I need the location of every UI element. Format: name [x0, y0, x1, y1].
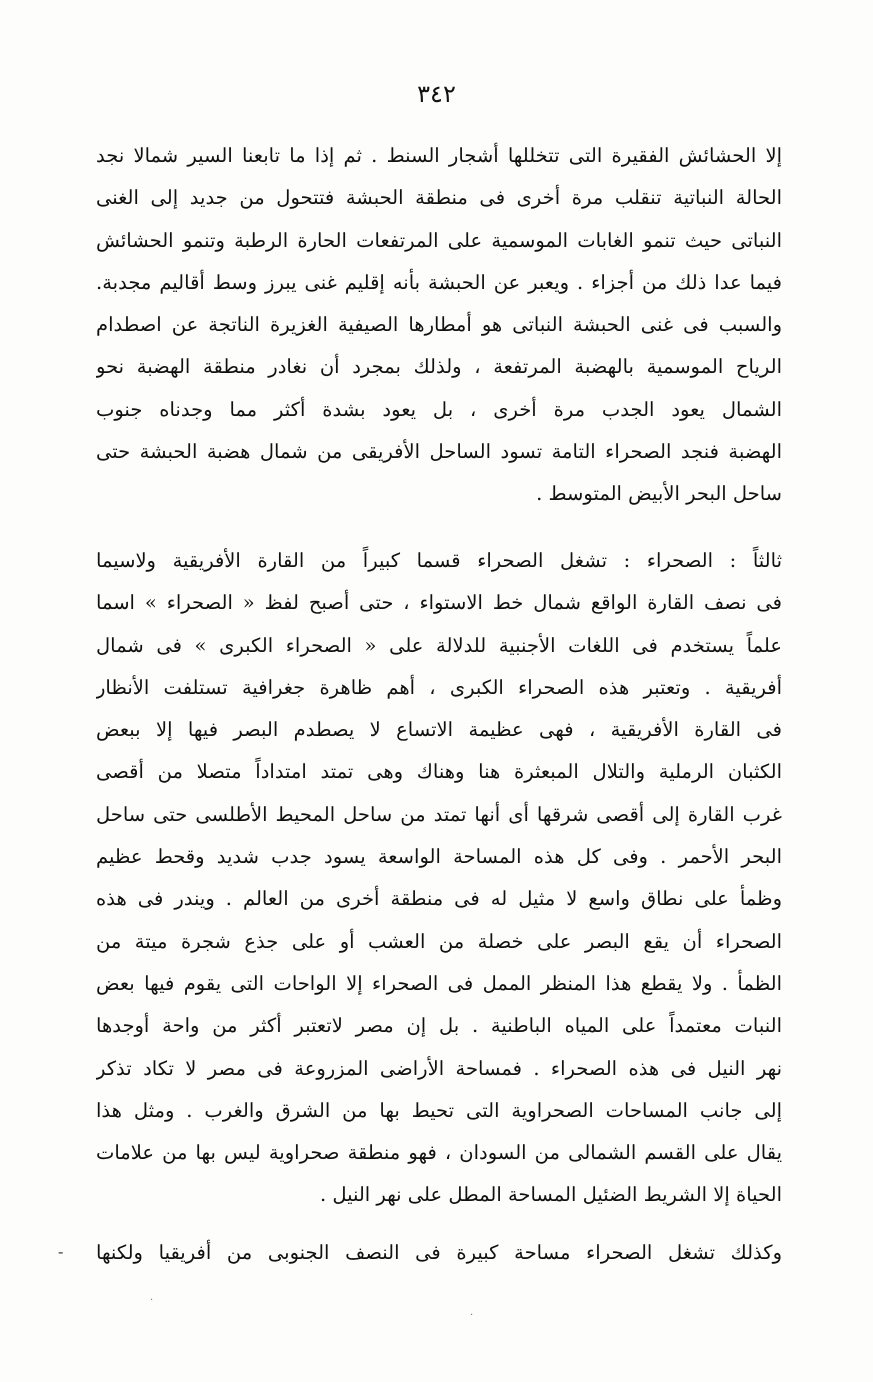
text-line: الكثبان الرملية والتلال المبعثرة هنا وهناك وهى تمتد امتداداً متصلا من أقصى — [96, 760, 782, 784]
text-line: الهضبة فنجد الصحراء التامة تسود الساحل الأفريقى من شمال هضبة الحبشة حتى — [96, 440, 782, 464]
text-line: يقال على القسم الشمالى من السودان ، فهو منطقة صحراوية ليس بها من علامات — [96, 1141, 782, 1165]
text-line: نهر النيل فى هذه الصحراء . فمساحة الأراضى المزروعة فى مصر لا تكاد تذكر — [96, 1056, 782, 1080]
text-line: الحالة النباتية تنقلب مرة أخرى فى منطقة الحبشة فتتحول من جديد إلى الغنى — [96, 186, 782, 210]
text-line: الصحراء أن يقع البصر على خصلة من العشب أو على جذع شجرة ميتة من — [96, 929, 782, 953]
paragraph-southern-desert — [96, 1232, 782, 1274]
scan-margin-mark: - — [58, 1242, 64, 1261]
text-line: والسبب فى غنى الحبشة النباتى هو أمطارها الصيفية الغزيرة الناتجة عن اصطدام — [96, 313, 782, 337]
text-line: أفريقية . وتعتبر هذه الصحراء الكبرى ، أهم ظاهرة جغرافية تستلفت الأنظار — [96, 675, 782, 699]
text-line: ساحل البحر الأبيض المتوسط . — [536, 482, 782, 506]
text-line: الحياة إلا الشريط الضئيل المساحة المطل على نهر النيل . — [319, 1183, 782, 1207]
text-line: الظمأ . ولا يقطع هذا المنظر الممل فى الصحراء إلا الواحات التى يقوم فيها بعض — [96, 971, 782, 995]
paragraph-third-desert — [96, 540, 782, 1217]
text-line: فى القارة الأفريقية ، فهى عظيمة الاتساع لا يصطدم البصر فيها إلا ببعض — [96, 718, 782, 742]
text-line: إلى جانب المساحات الصحراوية التى تحيط بها من الشرق والغرب . ومثل هذا — [96, 1098, 782, 1122]
text-line: النبات معتمداً على المياه الباطنية . بل إن مصر لاتعتبر أكثر من واحة أوجدها — [96, 1014, 782, 1038]
scan-speck: · — [150, 1295, 154, 1306]
text-line: الشمال يعود الجدب مرة أخرى ، بل يعود بشدة أكثر مما وجدناه جنوب — [96, 397, 782, 421]
page-number: ٣٤٢ — [417, 80, 456, 108]
text-line: إلا الحشائش الفقيرة التى تتخللها أشجار السنط . ثم إذا ما تابعنا السير شمالا نجد — [96, 144, 782, 167]
text-line: غرب القارة إلى أقصى شرقها أى أنها تمتد من ساحل المحيط الأطلسى حتى ساحل — [96, 802, 782, 826]
text-line: وظمأ على نطاق واسع لا مثيل له فى منطقة أخرى من العالم . ويندر فى هذه — [96, 887, 782, 911]
scan-speck: · — [470, 1310, 474, 1321]
text-line: البحر الأحمر . وفى كل هذه المساحة الواسعة يسود جدب شديد وقحط عظيم — [96, 845, 782, 869]
text-line: علماً يستخدم فى اللغات الأجنبية للدلالة على « الصحراء الكبرى » فى شمال — [96, 633, 782, 657]
text-line: فيما عدا ذلك من أجزاء . ويعبر عن الحبشة بأنه إقليم غنى يبرز وسط أقاليم مجدبة. — [96, 270, 782, 294]
paragraph-vegetation-abyssinia — [96, 135, 782, 516]
text-line: ثالثاً : الصحراء : تشغل الصحراء قسما كبيراً من القارة الأفريقية ولاسيما — [96, 549, 782, 572]
text-line: فى نصف القارة الواقع شمال خط الاستواء ، حتى أصبح لفظ « الصحراء » اسما — [96, 591, 782, 615]
text-line: وكذلك تشغل الصحراء مساحة كبيرة فى النصف الجنوبى من أفريقيا ولكنها — [96, 1241, 782, 1264]
text-line: الرياح الموسمية بالهضبة المرتفعة ، ولذلك بمجرد أن نغادر منطقة الهضبة نحو — [96, 355, 782, 379]
text-line: النباتى حيث تنمو الغابات الموسمية على المرتفعات الحارة الرطبة وتنمو الحشائش — [96, 228, 782, 252]
